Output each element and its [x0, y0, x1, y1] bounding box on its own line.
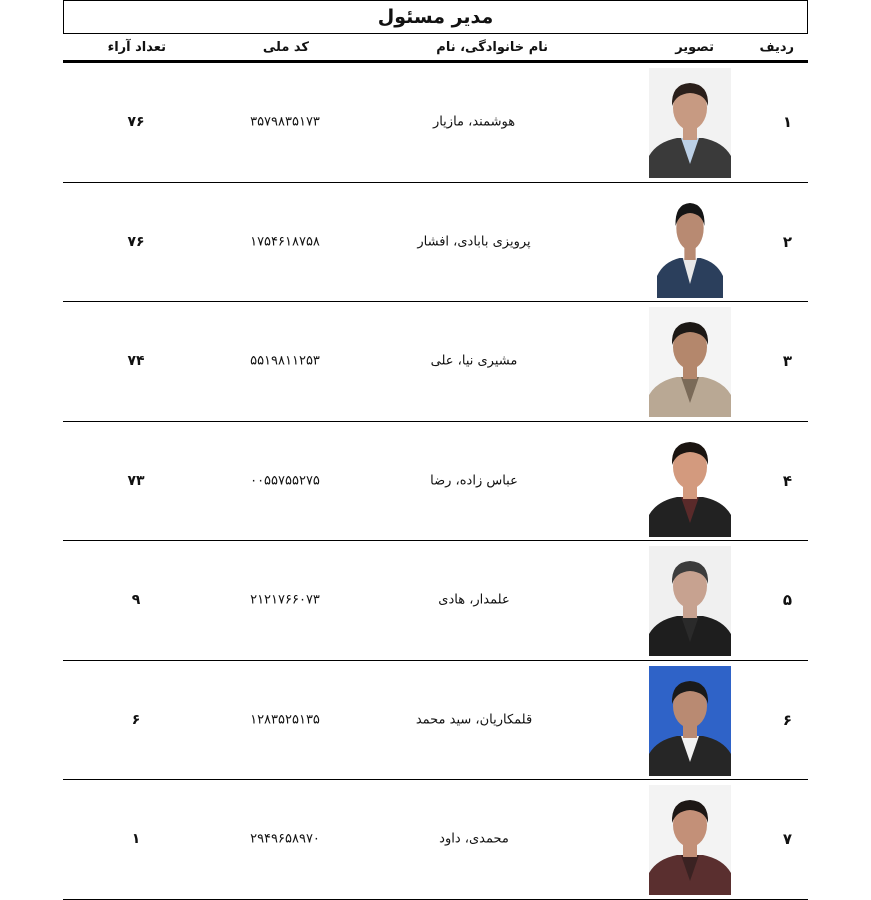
row-index: ۱ — [782, 113, 792, 132]
candidate-photo — [649, 785, 731, 895]
table-header — [63, 36, 808, 63]
candidates-table — [63, 63, 808, 900]
vote-count: ۷۶ — [127, 114, 145, 131]
row-index: ۲ — [782, 232, 792, 251]
national-code: ۵۵۱۹۸۱۱۲۵۳ — [250, 353, 320, 369]
vote-count: ۹ — [131, 592, 141, 609]
vote-count: ۷۴ — [127, 353, 145, 370]
table-row — [63, 302, 808, 422]
national-code: ۳۵۷۹۸۳۵۱۷۳ — [250, 114, 320, 130]
vote-count: ۱ — [131, 831, 141, 848]
row-index: ۳ — [782, 352, 792, 371]
candidate-photo — [649, 546, 731, 656]
header-name: نام خانوادگی، نام — [436, 40, 548, 55]
table-row — [63, 780, 808, 900]
candidate-name: محمدی، داود — [439, 831, 509, 847]
candidate-photo — [649, 666, 731, 776]
header-votes: تعداد آراء — [107, 40, 166, 55]
candidate-name: عباس زاده، رضا — [430, 473, 518, 489]
page-title: مدیر مسئول — [63, 0, 808, 34]
candidate-name: پرویزی بابادی، افشار — [417, 234, 531, 250]
vote-count: ۷۶ — [127, 233, 145, 250]
candidate-name: مشیری نیا، علی — [430, 353, 518, 369]
header-photo: تصویر — [675, 40, 714, 55]
candidate-photo — [649, 307, 731, 417]
candidate-name: قلمکاریان، سید محمد — [415, 712, 533, 728]
national-code: ۲۹۴۹۶۵۸۹۷۰ — [250, 831, 320, 847]
candidate-name: هوشمند، مازیار — [432, 114, 516, 130]
row-index: ۶ — [782, 710, 792, 729]
header-index: ردیف — [759, 40, 794, 55]
candidate-photo — [649, 68, 731, 178]
national-code: ۲۱۲۱۷۶۶۰۷۳ — [250, 592, 320, 608]
row-index: ۵ — [782, 591, 792, 610]
candidate-name: علمدار، هادی — [438, 592, 510, 608]
national-code: ۱۲۸۳۵۲۵۱۳۵ — [250, 712, 320, 728]
national-code: ۰۰۵۵۷۵۵۲۷۵ — [250, 473, 320, 489]
table-row — [63, 63, 808, 183]
national-code: ۱۷۵۴۶۱۸۷۵۸ — [250, 234, 320, 250]
row-index: ۷ — [782, 830, 792, 849]
header-national-code: کد ملی — [262, 40, 309, 55]
table-row — [63, 183, 808, 303]
vote-count: ۶ — [131, 711, 141, 728]
candidate-photo — [649, 427, 731, 537]
candidate-photo — [657, 188, 723, 298]
table-row — [63, 541, 808, 661]
row-index: ۴ — [782, 471, 792, 490]
table-row — [63, 661, 808, 781]
vote-count: ۷۳ — [127, 472, 145, 489]
table-row — [63, 422, 808, 542]
